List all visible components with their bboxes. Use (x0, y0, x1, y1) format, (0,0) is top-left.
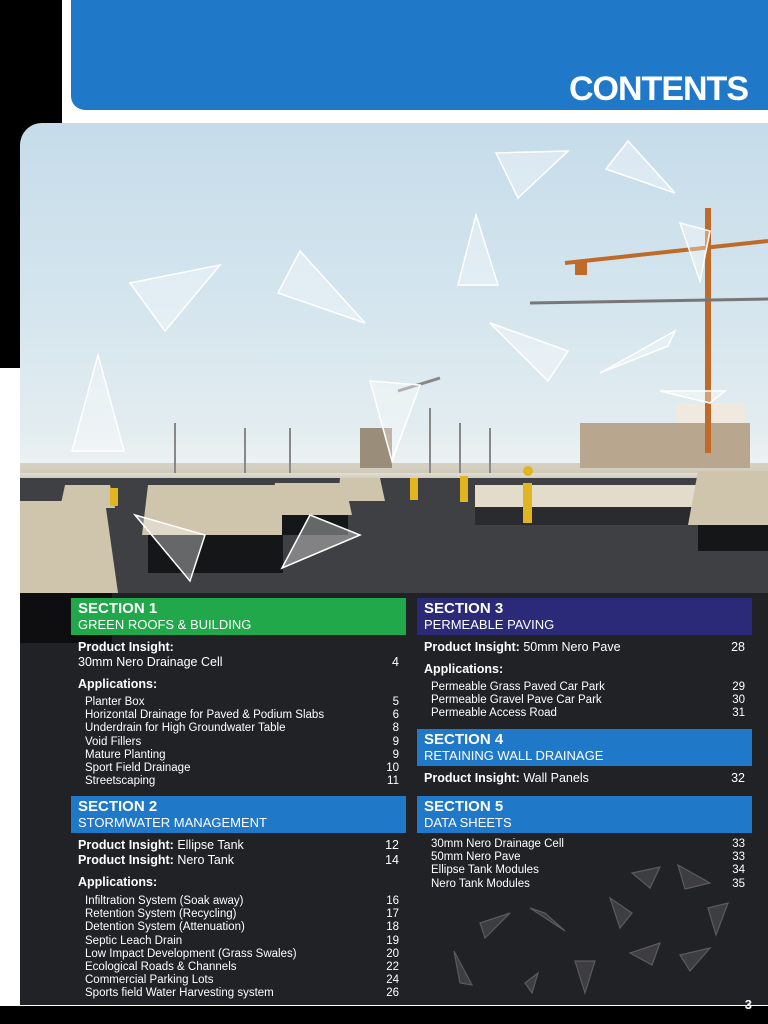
entry-title: Nero Tank Modules (431, 877, 530, 890)
toc-entry[interactable] (431, 878, 745, 891)
entry-page: 31 (732, 707, 745, 720)
entry-page: 20 (386, 947, 399, 960)
entry-title: Permeable Gravel Pave Car Park (431, 694, 602, 707)
applications-list (71, 895, 406, 1001)
toc-entry[interactable] (85, 895, 399, 908)
entry-page: 8 (392, 722, 399, 735)
section-2 (71, 796, 406, 1001)
toc-entry[interactable] (85, 921, 399, 934)
entry-page: 19 (386, 934, 399, 947)
header-bar (71, 0, 768, 110)
entry-title: 50mm Nero Pave (431, 851, 521, 864)
entry-page: 34 (732, 864, 745, 877)
product-insight[interactable] (417, 640, 752, 655)
entry-page: 17 (386, 908, 399, 921)
entry-title: Void Fillers (85, 735, 142, 748)
toc-entry[interactable] (431, 694, 745, 707)
product-insight[interactable] (71, 853, 406, 868)
toc-entry[interactable] (431, 838, 745, 851)
page-number: 14 (385, 853, 399, 867)
toc-entry[interactable] (431, 681, 745, 694)
product-insight[interactable] (417, 771, 752, 786)
page-number: 12 (385, 838, 399, 852)
toc-entry[interactable] (85, 749, 399, 762)
applications-list (417, 681, 752, 721)
entry-title: Detention System (Attenuation) (85, 921, 245, 934)
product-insight-name: 50mm Nero Pave (523, 640, 621, 654)
section-3-number: SECTION 3 (424, 600, 504, 617)
entry-page: 30 (732, 694, 745, 707)
entry-page: 10 (386, 762, 399, 775)
section-5 (417, 796, 752, 891)
entry-page: 9 (392, 748, 399, 761)
entry-page: 33 (732, 851, 745, 864)
entry-title: Ellipse Tank Modules (431, 864, 539, 877)
entry-page: 33 (732, 838, 745, 850)
product-insight-name: Ellipse Tank (177, 838, 244, 852)
entry-title: Planter Box (85, 696, 145, 708)
entry-page: 16 (386, 895, 399, 907)
entry-page: 5 (392, 696, 399, 708)
entry-title: Infiltration System (Soak away) (85, 895, 244, 907)
page-number-footer: 3 (744, 997, 752, 1012)
toc-entry[interactable] (85, 736, 399, 749)
section-4-title: RETAINING WALL DRAINAGE (424, 748, 604, 763)
toc-entry[interactable] (85, 948, 399, 961)
entry-title: Septic Leach Drain (85, 934, 183, 947)
applications-heading: Applications: (424, 662, 504, 676)
entry-title: Sport Field Drainage (85, 762, 191, 775)
section-5-header (417, 796, 752, 833)
section-3-header (417, 598, 752, 635)
entry-page: 22 (386, 961, 399, 974)
applications-list (71, 696, 406, 788)
section-5-title: DATA SHEETS (424, 815, 512, 830)
toc-entry[interactable] (431, 707, 745, 720)
entry-title: Retention System (Recycling) (85, 908, 237, 921)
product-insight-label: Product Insight: (424, 640, 520, 654)
entry-page: 11 (387, 775, 399, 788)
entry-page: 24 (386, 974, 399, 987)
section-1-header (71, 598, 406, 635)
entry-title: Sports field Water Harvesting system (85, 987, 274, 1000)
section-2-title: STORMWATER MANAGEMENT (78, 815, 267, 830)
section-1-number: SECTION 1 (78, 600, 158, 617)
entry-title: Streetscaping (85, 775, 156, 788)
applications-heading: Applications: (78, 875, 158, 889)
data-sheets-list (417, 838, 752, 891)
section-1 (71, 598, 406, 788)
product-insight-label: Product Insight: (78, 640, 174, 654)
section-2-header (71, 796, 406, 833)
section-1-title: GREEN ROOFS & BUILDING (78, 617, 252, 632)
toc-entry[interactable] (85, 935, 399, 948)
entry-title: Low Impact Development (Grass Swales) (85, 947, 297, 960)
entry-page: 29 (732, 681, 745, 693)
product-insight[interactable] (71, 838, 406, 853)
section-3 (417, 598, 752, 721)
entry-title: Horizontal Drainage for Paved & Podium Slabs (85, 709, 325, 722)
section-4-header (417, 729, 752, 766)
toc-entry[interactable] (85, 961, 399, 974)
page-number: 4 (392, 655, 399, 669)
toc-entry[interactable] (85, 696, 399, 709)
entry-title: Permeable Grass Paved Car Park (431, 681, 605, 693)
product-insight-label: Product Insight: (78, 838, 174, 852)
section-4-number: SECTION 4 (424, 731, 504, 748)
entry-title: Underdrain for High Groundwater Table (85, 722, 286, 735)
toc-entry[interactable] (85, 709, 399, 722)
toc-entry[interactable] (431, 851, 745, 864)
section-3-title: PERMEABLE PAVING (424, 617, 555, 632)
page-number: 32 (731, 771, 745, 785)
toc-entry[interactable] (85, 775, 399, 788)
entry-title: Mature Planting (85, 748, 166, 761)
section-4 (417, 729, 752, 786)
entry-title: Permeable Access Road (431, 707, 557, 720)
toc-entry[interactable] (85, 722, 399, 735)
entry-page: 26 (386, 987, 399, 1000)
entry-title: Ecological Roads & Channels (85, 961, 237, 974)
product-insight-name: Wall Panels (523, 771, 589, 785)
footer-bar (0, 1006, 768, 1024)
product-insight-name: 30mm Nero Drainage Cell (78, 655, 223, 669)
toc-entry[interactable] (85, 908, 399, 921)
product-insight-label: Product Insight: (78, 853, 174, 867)
product-insight-name: Nero Tank (177, 853, 235, 867)
toc-entry[interactable] (85, 974, 399, 987)
entry-page: 9 (392, 735, 399, 748)
applications-heading: Applications: (78, 677, 158, 691)
toc-entry[interactable] (85, 987, 399, 1000)
section-2-number: SECTION 2 (78, 798, 158, 815)
toc-entry[interactable] (85, 762, 399, 775)
product-insight[interactable] (71, 640, 406, 670)
section-5-number: SECTION 5 (424, 798, 504, 815)
entry-title: Commercial Parking Lots (85, 974, 214, 987)
entry-page: 18 (386, 921, 399, 934)
entry-page: 6 (392, 709, 399, 722)
page-number: 28 (731, 640, 745, 654)
entry-title: 30mm Nero Drainage Cell (431, 838, 564, 850)
page-title: CONTENTS (569, 70, 748, 108)
entry-page: 35 (732, 877, 745, 890)
toc-entry[interactable] (431, 864, 745, 877)
product-insight-label: Product Insight: (424, 771, 520, 785)
